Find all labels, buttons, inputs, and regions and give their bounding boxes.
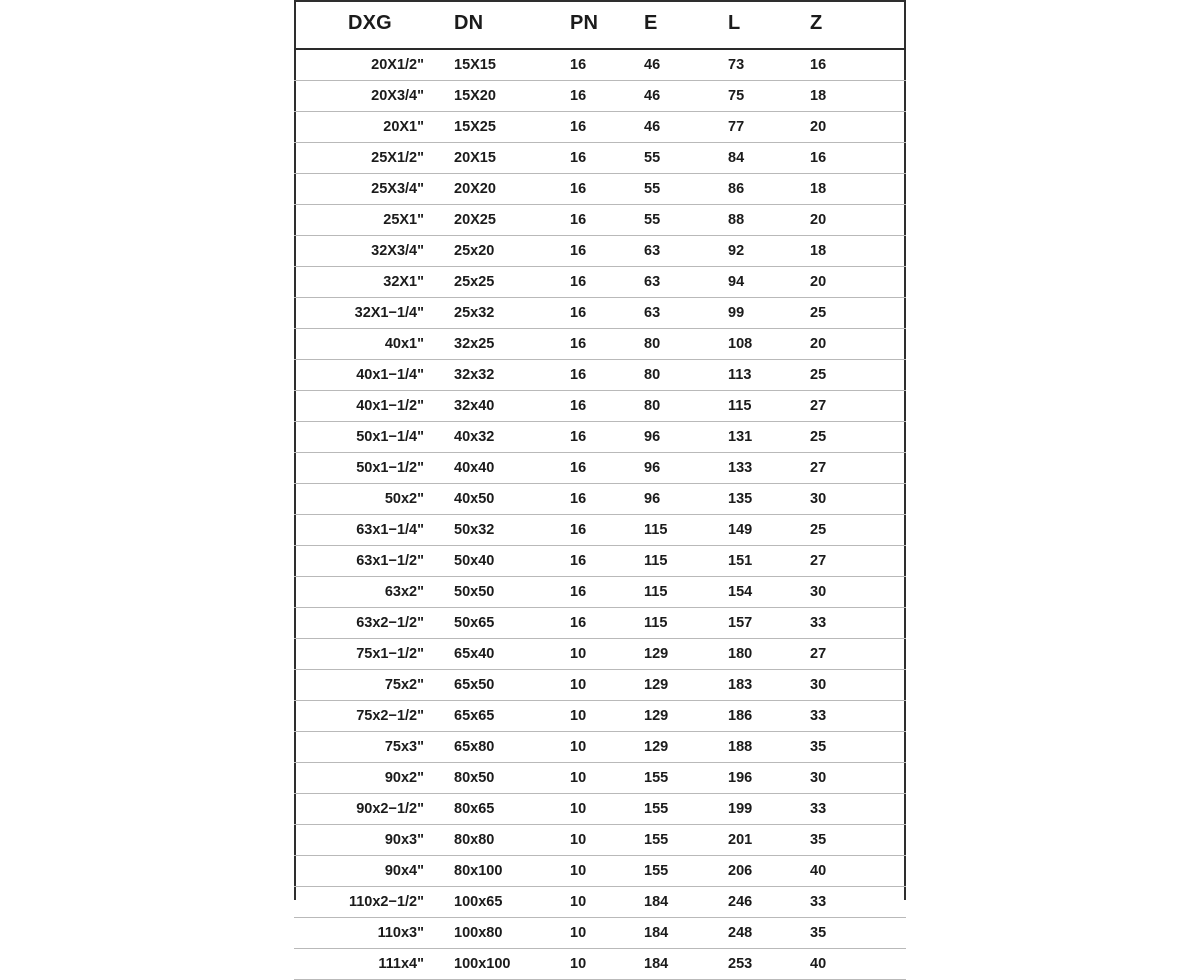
- cell-e: 55: [634, 143, 718, 174]
- cell-e: 184: [634, 887, 718, 918]
- cell-dn: 80x65: [446, 794, 558, 825]
- cell-l: 115: [718, 391, 802, 422]
- cell-e: 115: [634, 608, 718, 639]
- cell-l: 92: [718, 236, 802, 267]
- cell-l: 86: [718, 174, 802, 205]
- cell-pn: 16: [558, 298, 634, 329]
- cell-z: 20: [802, 112, 906, 143]
- cell-pn: 16: [558, 546, 634, 577]
- cell-l: 154: [718, 577, 802, 608]
- cell-dn: 100x65: [446, 887, 558, 918]
- cell-e: 96: [634, 484, 718, 515]
- cell-dxg: 40x1−1/4": [294, 360, 446, 391]
- cell-dn: 25x32: [446, 298, 558, 329]
- cell-z: 27: [802, 391, 906, 422]
- table-row: [294, 81, 906, 112]
- table-header-row: [294, 0, 906, 49]
- cell-l: 133: [718, 453, 802, 484]
- cell-dn: 65x50: [446, 670, 558, 701]
- cell-e: 155: [634, 825, 718, 856]
- cell-dn: 65x65: [446, 701, 558, 732]
- cell-dxg: 25X1": [294, 205, 446, 236]
- column-header-pn: PN: [558, 0, 634, 49]
- cell-l: 157: [718, 608, 802, 639]
- cell-dxg: 110x2−1/2": [294, 887, 446, 918]
- table-row: [294, 422, 906, 453]
- cell-dn: 20X25: [446, 205, 558, 236]
- cell-pn: 10: [558, 918, 634, 949]
- cell-dn: 50x40: [446, 546, 558, 577]
- cell-e: 46: [634, 81, 718, 112]
- table-row: [294, 298, 906, 329]
- cell-l: 108: [718, 329, 802, 360]
- cell-dxg: 63x1−1/4": [294, 515, 446, 546]
- cell-l: 113: [718, 360, 802, 391]
- table-row: [294, 639, 906, 670]
- cell-z: 20: [802, 267, 906, 298]
- cell-dn: 20X20: [446, 174, 558, 205]
- cell-dn: 40x32: [446, 422, 558, 453]
- cell-z: 30: [802, 484, 906, 515]
- table-row: [294, 856, 906, 887]
- table-row: [294, 577, 906, 608]
- cell-l: 73: [718, 49, 802, 81]
- cell-dxg: 90x2": [294, 763, 446, 794]
- cell-dxg: 20X3/4": [294, 81, 446, 112]
- cell-e: 63: [634, 298, 718, 329]
- cell-dxg: 50x1−1/2": [294, 453, 446, 484]
- cell-dxg: 32X1": [294, 267, 446, 298]
- table-row: [294, 391, 906, 422]
- cell-l: 206: [718, 856, 802, 887]
- column-header-z: Z: [802, 0, 906, 49]
- cell-l: 186: [718, 701, 802, 732]
- cell-pn: 16: [558, 49, 634, 81]
- cell-l: 248: [718, 918, 802, 949]
- cell-z: 27: [802, 546, 906, 577]
- cell-l: 75: [718, 81, 802, 112]
- cell-dxg: 50x1−1/4": [294, 422, 446, 453]
- cell-z: 30: [802, 670, 906, 701]
- cell-pn: 10: [558, 825, 634, 856]
- cell-z: 20: [802, 329, 906, 360]
- cell-pn: 10: [558, 949, 634, 980]
- cell-e: 46: [634, 112, 718, 143]
- cell-z: 25: [802, 515, 906, 546]
- cell-z: 33: [802, 608, 906, 639]
- cell-e: 115: [634, 577, 718, 608]
- cell-pn: 10: [558, 670, 634, 701]
- cell-l: 84: [718, 143, 802, 174]
- cell-dn: 50x32: [446, 515, 558, 546]
- cell-e: 80: [634, 329, 718, 360]
- cell-pn: 16: [558, 267, 634, 298]
- cell-dn: 32x32: [446, 360, 558, 391]
- cell-pn: 16: [558, 422, 634, 453]
- cell-dn: 65x40: [446, 639, 558, 670]
- cell-dn: 15X15: [446, 49, 558, 81]
- cell-e: 155: [634, 856, 718, 887]
- cell-pn: 16: [558, 608, 634, 639]
- cell-pn: 10: [558, 763, 634, 794]
- cell-pn: 10: [558, 639, 634, 670]
- cell-dxg: 111x4": [294, 949, 446, 980]
- cell-dn: 65x80: [446, 732, 558, 763]
- cell-e: 115: [634, 515, 718, 546]
- cell-l: 199: [718, 794, 802, 825]
- cell-e: 55: [634, 174, 718, 205]
- cell-l: 151: [718, 546, 802, 577]
- cell-l: 196: [718, 763, 802, 794]
- cell-dxg: 90x3": [294, 825, 446, 856]
- cell-z: 18: [802, 236, 906, 267]
- cell-dxg: 90x2−1/2": [294, 794, 446, 825]
- cell-z: 33: [802, 701, 906, 732]
- cell-e: 155: [634, 763, 718, 794]
- column-header-dn: DN: [446, 0, 558, 49]
- cell-pn: 16: [558, 329, 634, 360]
- cell-e: 129: [634, 701, 718, 732]
- cell-pn: 16: [558, 236, 634, 267]
- cell-l: 77: [718, 112, 802, 143]
- cell-dn: 100x100: [446, 949, 558, 980]
- cell-e: 46: [634, 49, 718, 81]
- table-row: [294, 608, 906, 639]
- cell-e: 129: [634, 639, 718, 670]
- cell-pn: 16: [558, 112, 634, 143]
- cell-l: 94: [718, 267, 802, 298]
- table-row: [294, 701, 906, 732]
- cell-z: 20: [802, 205, 906, 236]
- cell-dn: 25x20: [446, 236, 558, 267]
- cell-pn: 16: [558, 453, 634, 484]
- cell-z: 27: [802, 639, 906, 670]
- cell-dxg: 40x1−1/2": [294, 391, 446, 422]
- cell-pn: 16: [558, 515, 634, 546]
- cell-e: 55: [634, 205, 718, 236]
- table-row: [294, 267, 906, 298]
- cell-dxg: 110x3": [294, 918, 446, 949]
- cell-z: 35: [802, 732, 906, 763]
- cell-dn: 32x25: [446, 329, 558, 360]
- table-row: [294, 236, 906, 267]
- cell-pn: 16: [558, 81, 634, 112]
- cell-dn: 80x80: [446, 825, 558, 856]
- cell-pn: 16: [558, 360, 634, 391]
- cell-e: 63: [634, 267, 718, 298]
- table-row: [294, 670, 906, 701]
- cell-z: 30: [802, 763, 906, 794]
- cell-l: 201: [718, 825, 802, 856]
- cell-e: 80: [634, 391, 718, 422]
- cell-z: 25: [802, 298, 906, 329]
- cell-pn: 10: [558, 887, 634, 918]
- table-row: [294, 329, 906, 360]
- cell-dn: 50x65: [446, 608, 558, 639]
- cell-dn: 32x40: [446, 391, 558, 422]
- table-header: [294, 0, 906, 49]
- cell-e: 184: [634, 918, 718, 949]
- cell-l: 188: [718, 732, 802, 763]
- cell-dxg: 75x3": [294, 732, 446, 763]
- table-row: [294, 825, 906, 856]
- cell-z: 30: [802, 577, 906, 608]
- cell-l: 183: [718, 670, 802, 701]
- cell-dxg: 75x1−1/2": [294, 639, 446, 670]
- specification-table: [294, 0, 906, 980]
- cell-pn: 16: [558, 205, 634, 236]
- cell-dn: 40x40: [446, 453, 558, 484]
- cell-pn: 16: [558, 577, 634, 608]
- cell-z: 40: [802, 856, 906, 887]
- cell-e: 115: [634, 546, 718, 577]
- table-row: [294, 453, 906, 484]
- table-row: [294, 484, 906, 515]
- cell-dn: 100x80: [446, 918, 558, 949]
- cell-pn: 10: [558, 732, 634, 763]
- table-row: [294, 174, 906, 205]
- cell-pn: 16: [558, 484, 634, 515]
- cell-pn: 16: [558, 391, 634, 422]
- cell-dxg: 75x2": [294, 670, 446, 701]
- table-row: [294, 49, 906, 81]
- table-row: [294, 794, 906, 825]
- cell-z: 33: [802, 887, 906, 918]
- cell-z: 18: [802, 174, 906, 205]
- cell-e: 80: [634, 360, 718, 391]
- cell-dxg: 90x4": [294, 856, 446, 887]
- cell-dn: 15X25: [446, 112, 558, 143]
- cell-dn: 15X20: [446, 81, 558, 112]
- cell-dxg: 32X1−1/4": [294, 298, 446, 329]
- cell-dxg: 32X3/4": [294, 236, 446, 267]
- cell-dxg: 63x2": [294, 577, 446, 608]
- cell-dxg: 20X1/2": [294, 49, 446, 81]
- cell-dn: 40x50: [446, 484, 558, 515]
- cell-e: 63: [634, 236, 718, 267]
- cell-e: 96: [634, 453, 718, 484]
- cell-dxg: 40x1": [294, 329, 446, 360]
- cell-dxg: 25X3/4": [294, 174, 446, 205]
- column-header-l: L: [718, 0, 802, 49]
- cell-e: 129: [634, 670, 718, 701]
- cell-l: 246: [718, 887, 802, 918]
- cell-z: 35: [802, 918, 906, 949]
- cell-z: 27: [802, 453, 906, 484]
- cell-dn: 50x50: [446, 577, 558, 608]
- cell-l: 149: [718, 515, 802, 546]
- cell-z: 35: [802, 825, 906, 856]
- table-body: [294, 49, 906, 980]
- table-row: [294, 205, 906, 236]
- cell-z: 18: [802, 81, 906, 112]
- cell-pn: 16: [558, 143, 634, 174]
- table-row: [294, 887, 906, 918]
- cell-dxg: 20X1": [294, 112, 446, 143]
- table-row: [294, 763, 906, 794]
- cell-z: 25: [802, 422, 906, 453]
- cell-z: 16: [802, 143, 906, 174]
- table-row: [294, 112, 906, 143]
- cell-dn: 20X15: [446, 143, 558, 174]
- cell-e: 129: [634, 732, 718, 763]
- cell-z: 33: [802, 794, 906, 825]
- cell-dxg: 63x2−1/2": [294, 608, 446, 639]
- cell-dxg: 63x1−1/2": [294, 546, 446, 577]
- cell-pn: 10: [558, 701, 634, 732]
- table-row: [294, 918, 906, 949]
- table-row: [294, 732, 906, 763]
- cell-l: 99: [718, 298, 802, 329]
- cell-l: 135: [718, 484, 802, 515]
- cell-dxg: 25X1/2": [294, 143, 446, 174]
- cell-dn: 80x50: [446, 763, 558, 794]
- cell-z: 40: [802, 949, 906, 980]
- cell-dxg: 75x2−1/2": [294, 701, 446, 732]
- column-header-e: E: [634, 0, 718, 49]
- cell-l: 180: [718, 639, 802, 670]
- table-row: [294, 949, 906, 980]
- cell-e: 155: [634, 794, 718, 825]
- table-row: [294, 515, 906, 546]
- cell-dn: 25x25: [446, 267, 558, 298]
- cell-pn: 10: [558, 794, 634, 825]
- cell-pn: 10: [558, 856, 634, 887]
- table-row: [294, 360, 906, 391]
- cell-dxg: 50x2": [294, 484, 446, 515]
- cell-e: 96: [634, 422, 718, 453]
- cell-l: 253: [718, 949, 802, 980]
- cell-l: 131: [718, 422, 802, 453]
- column-header-dxg: DXG: [294, 0, 446, 49]
- table-row: [294, 143, 906, 174]
- cell-z: 25: [802, 360, 906, 391]
- table-row: [294, 546, 906, 577]
- cell-l: 88: [718, 205, 802, 236]
- cell-z: 16: [802, 49, 906, 81]
- cell-dn: 80x100: [446, 856, 558, 887]
- cell-e: 184: [634, 949, 718, 980]
- spec-table-container: [294, 0, 906, 980]
- cell-pn: 16: [558, 174, 634, 205]
